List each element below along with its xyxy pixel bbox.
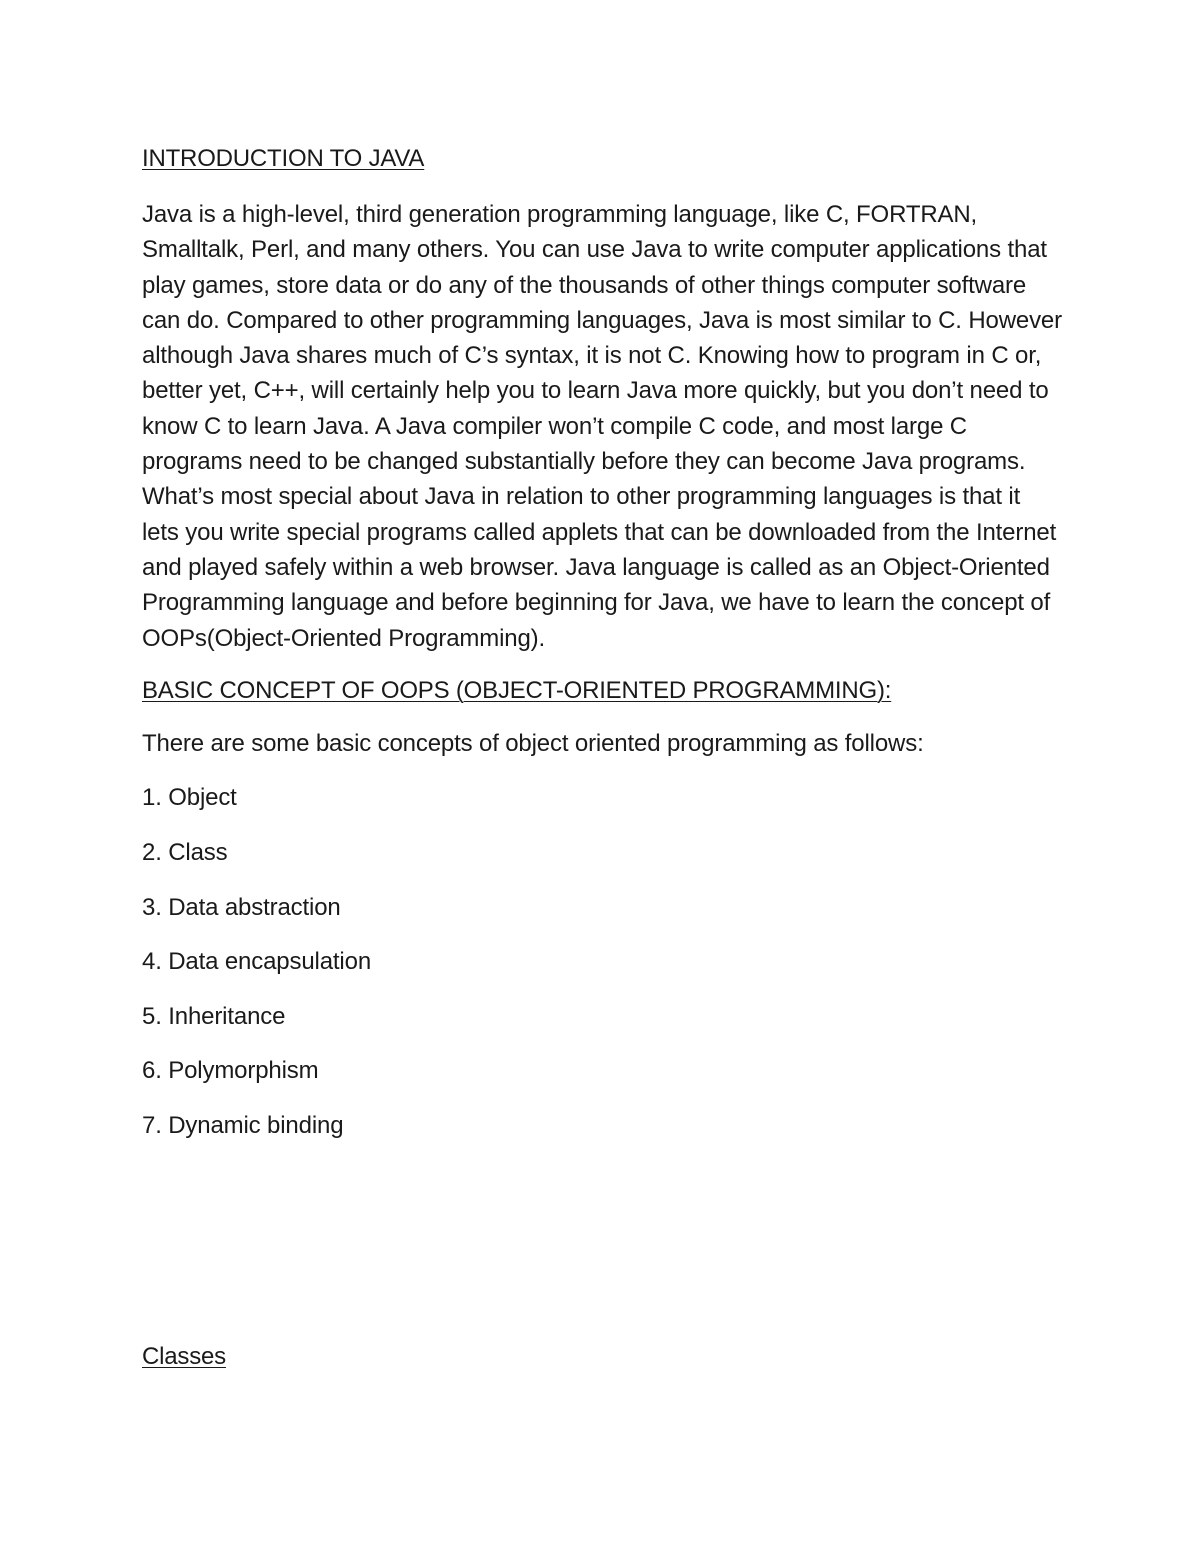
- heading-basic-concept-oops: BASIC CONCEPT OF OOPS (OBJECT-ORIENTED PROGRAMMING):: [142, 676, 892, 704]
- list-item: 5. Inheritance: [142, 1002, 286, 1030]
- list-item: 3. Data abstraction: [142, 893, 341, 921]
- paragraph-oops-intro: There are some basic concepts of object oriented programming as follows:: [142, 729, 924, 757]
- list-item: 2. Class: [142, 839, 228, 867]
- paragraph-introduction: Java is a high-level, third generation programming language, like C, FORTRAN, Smalltalk, Perl, and many others. You can use Java to write computer applications that play games, store data or do any of the thousands of other things computer software can do. Compared to other programming languages, Java is most similar to C. However although Java shares much of C’s syntax, it is not C. Knowing how to program in C or, better yet, C++, will certainly help you to learn Java more quickly, but you don’t need to know C to learn Java. A Java compiler won’t compile C code, and most large C programs need to be changed substantially before they can become Java programs. What’s most special about Java in relation to other programming languages is that it lets you write special programs called applets that can be downloaded from the Internet and played safely within a web browser. Java language is called as an Object-Oriented Programming language and before beginning for Java, we have to learn the concept of OOPs(Object-Oriented Programming).: [142, 201, 1062, 652]
- list-item: 7. Dynamic binding: [142, 1112, 344, 1140]
- list-item: 1. Object: [142, 784, 237, 812]
- heading-classes: Classes: [142, 1343, 226, 1370]
- concepts-list: [142, 781, 1060, 1143]
- list-item: 6. Polymorphism: [142, 1057, 319, 1085]
- list-item: 4. Data encapsulation: [142, 948, 372, 976]
- heading-introduction: INTRODUCTION TO JAVA: [142, 145, 425, 172]
